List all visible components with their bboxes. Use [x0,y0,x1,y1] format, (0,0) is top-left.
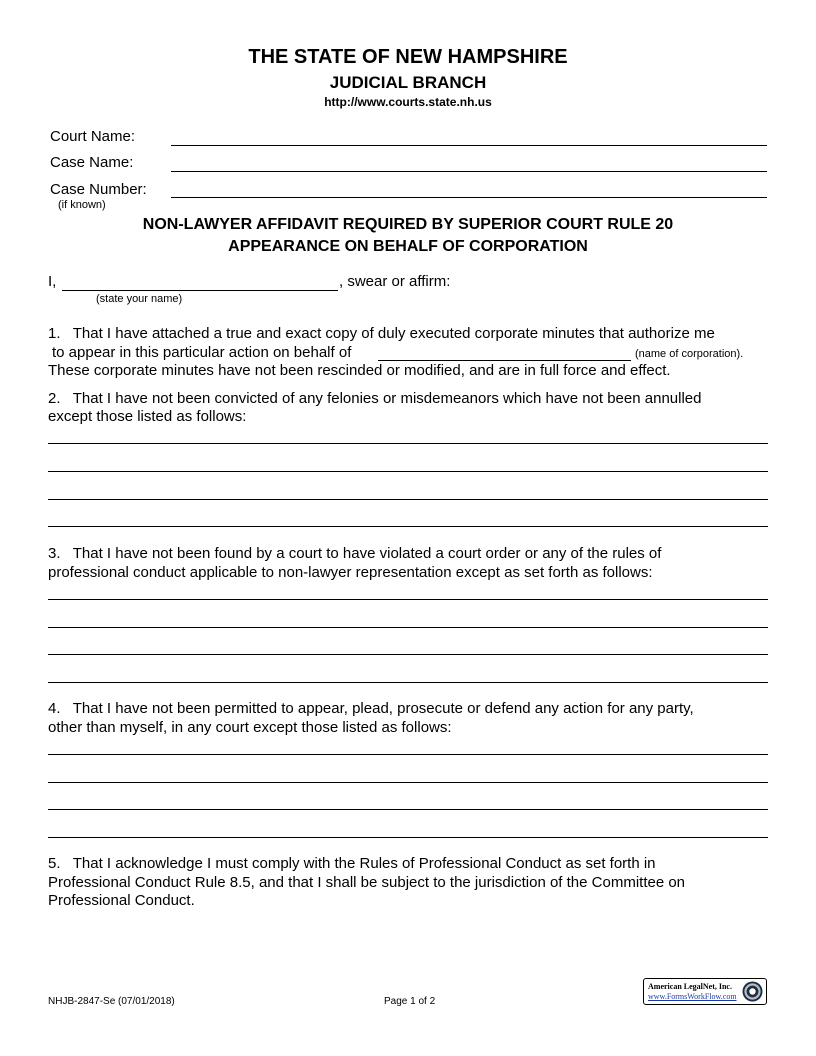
corporation-hint: (name of corporation). [635,348,744,360]
case-name-label: Case Name: [50,154,134,171]
item4-line2: other than myself, in any court except those listed as follows: [48,719,452,736]
case-number-field[interactable] [171,197,767,198]
legalnet-badge-icon [742,981,763,1002]
item4-answer-line-1[interactable] [48,754,768,755]
item4-line1: 4. That I have not been permitted to appear, plead, prosecute or defend any action for any party, [48,700,694,717]
item3-line2: professional conduct applicable to non-lawyer representation except as set forth as follows: [48,564,653,581]
item5-line3: Professional Conduct. [48,892,195,909]
state-title: THE STATE OF NEW HAMPSHIRE [248,46,568,68]
item5-line2: Professional Conduct Rule 8.5, and that I shall be subject to the jurisdiction of the Committee on [48,874,686,891]
corporation-name-field[interactable] [378,360,631,361]
branch-title: JUDICIAL BRANCH [329,73,487,92]
item3-answer-line-2[interactable] [48,627,768,628]
item4-answer-line-4[interactable] [48,837,768,838]
item3-line1: 3. That I have not been found by a court to have violated a court order or any of the rules of [48,545,662,562]
court-name-field[interactable] [171,145,767,146]
item2-line2: except those listed as follows: [48,408,247,425]
item2-answer-line-2[interactable] [48,471,768,472]
court-name-label: Court Name: [50,128,136,145]
item5-line1: 5. That I acknowledge I must comply with the Rules of Professional Conduct as set forth in [48,855,656,872]
item3-answer-line-1[interactable] [48,599,768,600]
item1-line1: 1. That I have attached a true and exact copy of duly executed corporate minutes that authorize me [48,325,715,342]
page-number: Page 1 of 2 [384,996,436,1007]
case-name-field[interactable] [171,171,767,172]
name-hint: (state your name) [96,293,183,305]
item3-answer-line-4[interactable] [48,682,768,683]
logo-company: American LegalNet, Inc. [648,982,732,991]
case-number-label: Case Number: [50,181,147,198]
item3-answer-line-3[interactable] [48,654,768,655]
affidavit-title-line1: NON-LAWYER AFFIDAVIT REQUIRED BY SUPERIOR COURT RULE 20 [142,216,674,233]
item2-answer-line-1[interactable] [48,443,768,444]
item1-line3: These corporate minutes have not been rescinded or modified, and are in full force and effect. [48,362,671,379]
item4-answer-line-2[interactable] [48,782,768,783]
intro-suffix: , swear or affirm: [339,273,451,290]
affidavit-title-line2: APPEARANCE ON BEHALF OF CORPORATION [228,238,588,255]
item4-answer-line-3[interactable] [48,809,768,810]
item2-line1: 2. That I have not been convicted of any felonies or misdemeanors which have not been annulled [48,390,702,407]
name-field[interactable] [62,290,338,291]
if-known-hint: (if known) [58,199,106,211]
form-id: NHJB-2847-Se (07/01/2018) [48,996,175,1007]
logo-link[interactable]: www.FormsWorkFlow.com [648,992,737,1001]
item1-line2: to appear in this particular action on behalf of [52,344,352,361]
american-legalnet-logo[interactable] [643,978,767,1005]
item2-answer-line-4[interactable] [48,526,768,527]
intro-prefix: I, [48,273,57,290]
court-url: http://www.courts.state.nh.us [324,95,492,109]
item2-answer-line-3[interactable] [48,499,768,500]
